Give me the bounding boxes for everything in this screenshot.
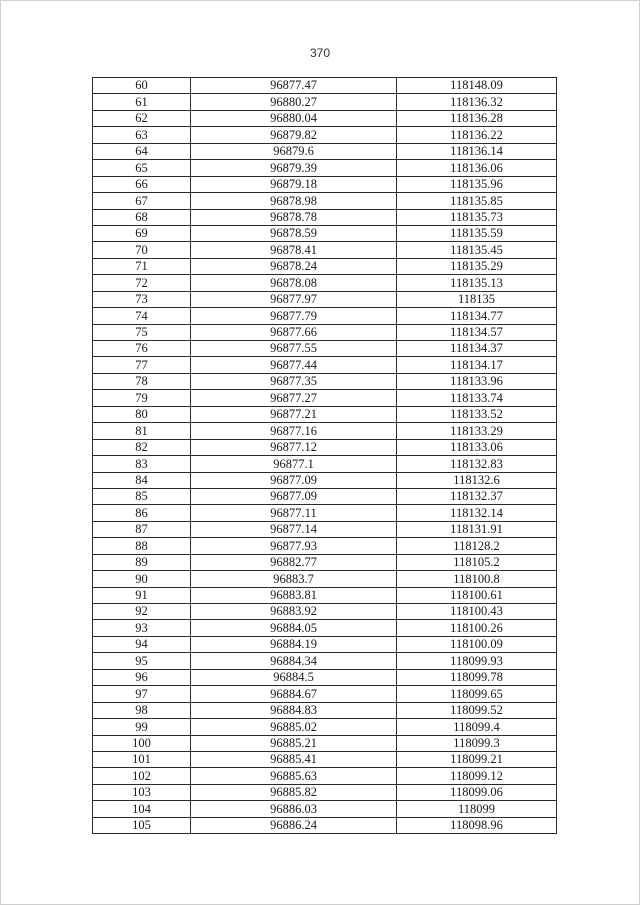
point-number-cell: 83 xyxy=(93,456,191,472)
point-number-cell: 103 xyxy=(93,784,191,800)
x-coordinate-cell: 96877.16 xyxy=(191,423,397,439)
x-coordinate-cell: 96877.35 xyxy=(191,373,397,389)
y-coordinate-cell: 118132.37 xyxy=(397,488,557,504)
point-number-cell: 62 xyxy=(93,110,191,126)
table-row xyxy=(93,702,557,718)
table-row xyxy=(93,735,557,751)
y-coordinate-cell: 118148.09 xyxy=(397,78,557,94)
y-coordinate-cell: 118100.43 xyxy=(397,604,557,620)
x-coordinate-cell: 96884.67 xyxy=(191,686,397,702)
point-number-cell: 67 xyxy=(93,193,191,209)
y-coordinate-cell: 118136.22 xyxy=(397,127,557,143)
point-number-cell: 96 xyxy=(93,669,191,685)
point-number-cell: 80 xyxy=(93,406,191,422)
x-coordinate-cell: 96879.6 xyxy=(191,143,397,159)
point-number-cell: 92 xyxy=(93,604,191,620)
table-row xyxy=(93,538,557,554)
table-row xyxy=(93,686,557,702)
x-coordinate-cell: 96886.03 xyxy=(191,801,397,817)
point-number-cell: 81 xyxy=(93,423,191,439)
y-coordinate-cell: 118131.91 xyxy=(397,521,557,537)
point-number-cell: 104 xyxy=(93,801,191,817)
y-coordinate-cell: 118128.2 xyxy=(397,538,557,554)
table-row xyxy=(93,94,557,110)
y-coordinate-cell: 118099.78 xyxy=(397,669,557,685)
y-coordinate-cell: 118132.6 xyxy=(397,472,557,488)
table-row xyxy=(93,472,557,488)
x-coordinate-cell: 96883.81 xyxy=(191,587,397,603)
point-number-cell: 98 xyxy=(93,702,191,718)
table-row xyxy=(93,110,557,126)
table-row xyxy=(93,275,557,291)
y-coordinate-cell: 118133.52 xyxy=(397,406,557,422)
table-row xyxy=(93,719,557,735)
y-coordinate-cell: 118135.73 xyxy=(397,209,557,225)
y-coordinate-cell: 118135.45 xyxy=(397,242,557,258)
y-coordinate-cell: 118133.96 xyxy=(397,373,557,389)
table-row xyxy=(93,669,557,685)
point-number-cell: 72 xyxy=(93,275,191,291)
point-number-cell: 95 xyxy=(93,653,191,669)
point-number-cell: 63 xyxy=(93,127,191,143)
y-coordinate-cell: 118100.61 xyxy=(397,587,557,603)
point-number-cell: 97 xyxy=(93,686,191,702)
table-row xyxy=(93,242,557,258)
table-row xyxy=(93,784,557,800)
x-coordinate-cell: 96879.39 xyxy=(191,160,397,176)
point-number-cell: 73 xyxy=(93,291,191,307)
y-coordinate-cell: 118099.3 xyxy=(397,735,557,751)
x-coordinate-cell: 96885.41 xyxy=(191,751,397,767)
point-number-cell: 101 xyxy=(93,751,191,767)
point-number-cell: 82 xyxy=(93,439,191,455)
table-row xyxy=(93,406,557,422)
table-row xyxy=(93,127,557,143)
point-number-cell: 86 xyxy=(93,505,191,521)
y-coordinate-cell: 118135.85 xyxy=(397,193,557,209)
x-coordinate-cell: 96877.1 xyxy=(191,456,397,472)
table-row xyxy=(93,521,557,537)
y-coordinate-cell: 118099.12 xyxy=(397,768,557,784)
table-row xyxy=(93,488,557,504)
y-coordinate-cell: 118133.29 xyxy=(397,423,557,439)
point-number-cell: 93 xyxy=(93,620,191,636)
x-coordinate-cell: 96878.98 xyxy=(191,193,397,209)
point-number-cell: 68 xyxy=(93,209,191,225)
x-coordinate-cell: 96877.11 xyxy=(191,505,397,521)
x-coordinate-cell: 96885.02 xyxy=(191,719,397,735)
y-coordinate-cell: 118099.4 xyxy=(397,719,557,735)
table-row xyxy=(93,571,557,587)
point-number-cell: 65 xyxy=(93,160,191,176)
point-number-cell: 76 xyxy=(93,341,191,357)
table-row xyxy=(93,78,557,94)
point-number-cell: 91 xyxy=(93,587,191,603)
x-coordinate-cell: 96879.82 xyxy=(191,127,397,143)
x-coordinate-cell: 96885.63 xyxy=(191,768,397,784)
table-row xyxy=(93,505,557,521)
y-coordinate-cell: 118099.06 xyxy=(397,784,557,800)
table-row xyxy=(93,423,557,439)
coordinate-table xyxy=(92,77,557,834)
y-coordinate-cell: 118099.65 xyxy=(397,686,557,702)
table-row xyxy=(93,209,557,225)
table-row xyxy=(93,143,557,159)
point-number-cell: 75 xyxy=(93,324,191,340)
table-row xyxy=(93,620,557,636)
x-coordinate-cell: 96877.09 xyxy=(191,488,397,504)
x-coordinate-cell: 96877.97 xyxy=(191,291,397,307)
table-row xyxy=(93,390,557,406)
x-coordinate-cell: 96877.21 xyxy=(191,406,397,422)
point-number-cell: 89 xyxy=(93,554,191,570)
y-coordinate-cell: 118099.93 xyxy=(397,653,557,669)
y-coordinate-cell: 118134.57 xyxy=(397,324,557,340)
x-coordinate-cell: 96877.44 xyxy=(191,357,397,373)
y-coordinate-cell: 118100.26 xyxy=(397,620,557,636)
y-coordinate-cell: 118135.96 xyxy=(397,176,557,192)
point-number-cell: 74 xyxy=(93,308,191,324)
x-coordinate-cell: 96877.12 xyxy=(191,439,397,455)
y-coordinate-cell: 118136.28 xyxy=(397,110,557,126)
y-coordinate-cell: 118098.96 xyxy=(397,817,557,833)
x-coordinate-cell: 96884.19 xyxy=(191,636,397,652)
x-coordinate-cell: 96878.24 xyxy=(191,258,397,274)
table-row xyxy=(93,373,557,389)
table-row xyxy=(93,341,557,357)
y-coordinate-cell: 118099 xyxy=(397,801,557,817)
point-number-cell: 61 xyxy=(93,94,191,110)
table-row xyxy=(93,801,557,817)
x-coordinate-cell: 96877.27 xyxy=(191,390,397,406)
x-coordinate-cell: 96880.27 xyxy=(191,94,397,110)
point-number-cell: 64 xyxy=(93,143,191,159)
x-coordinate-cell: 96878.78 xyxy=(191,209,397,225)
table-row xyxy=(93,160,557,176)
point-number-cell: 69 xyxy=(93,225,191,241)
x-coordinate-cell: 96885.82 xyxy=(191,784,397,800)
x-coordinate-cell: 96883.7 xyxy=(191,571,397,587)
x-coordinate-cell: 96884.83 xyxy=(191,702,397,718)
y-coordinate-cell: 118105.2 xyxy=(397,554,557,570)
y-coordinate-cell: 118134.37 xyxy=(397,341,557,357)
table-row xyxy=(93,456,557,472)
y-coordinate-cell: 118099.21 xyxy=(397,751,557,767)
table-row xyxy=(93,439,557,455)
y-coordinate-cell: 118135 xyxy=(397,291,557,307)
table-row xyxy=(93,308,557,324)
point-number-cell: 87 xyxy=(93,521,191,537)
point-number-cell: 77 xyxy=(93,357,191,373)
table-row xyxy=(93,636,557,652)
y-coordinate-cell: 118136.32 xyxy=(397,94,557,110)
x-coordinate-cell: 96877.93 xyxy=(191,538,397,554)
point-number-cell: 78 xyxy=(93,373,191,389)
y-coordinate-cell: 118134.77 xyxy=(397,308,557,324)
y-coordinate-cell: 118136.06 xyxy=(397,160,557,176)
y-coordinate-cell: 118133.06 xyxy=(397,439,557,455)
table-row xyxy=(93,258,557,274)
y-coordinate-cell: 118132.83 xyxy=(397,456,557,472)
y-coordinate-cell: 118100.09 xyxy=(397,636,557,652)
x-coordinate-cell: 96877.14 xyxy=(191,521,397,537)
table-row xyxy=(93,653,557,669)
table-row xyxy=(93,225,557,241)
y-coordinate-cell: 118135.59 xyxy=(397,225,557,241)
table-row xyxy=(93,554,557,570)
point-number-cell: 85 xyxy=(93,488,191,504)
table-row xyxy=(93,176,557,192)
point-number-cell: 71 xyxy=(93,258,191,274)
point-number-cell: 70 xyxy=(93,242,191,258)
point-number-cell: 90 xyxy=(93,571,191,587)
x-coordinate-cell: 96878.41 xyxy=(191,242,397,258)
x-coordinate-cell: 96877.09 xyxy=(191,472,397,488)
table-row xyxy=(93,604,557,620)
point-number-cell: 94 xyxy=(93,636,191,652)
y-coordinate-cell: 118132.14 xyxy=(397,505,557,521)
x-coordinate-cell: 96885.21 xyxy=(191,735,397,751)
x-coordinate-cell: 96884.34 xyxy=(191,653,397,669)
table-row xyxy=(93,817,557,833)
y-coordinate-cell: 118099.52 xyxy=(397,702,557,718)
y-coordinate-cell: 118135.29 xyxy=(397,258,557,274)
x-coordinate-cell: 96878.08 xyxy=(191,275,397,291)
table-row xyxy=(93,751,557,767)
x-coordinate-cell: 96884.5 xyxy=(191,669,397,685)
x-coordinate-cell: 96882.77 xyxy=(191,554,397,570)
table-row xyxy=(93,587,557,603)
point-number-cell: 88 xyxy=(93,538,191,554)
x-coordinate-cell: 96886.24 xyxy=(191,817,397,833)
table-row xyxy=(93,768,557,784)
x-coordinate-cell: 96877.55 xyxy=(191,341,397,357)
y-coordinate-cell: 118133.74 xyxy=(397,390,557,406)
x-coordinate-cell: 96884.05 xyxy=(191,620,397,636)
y-coordinate-cell: 118135.13 xyxy=(397,275,557,291)
point-number-cell: 60 xyxy=(93,78,191,94)
point-number-cell: 100 xyxy=(93,735,191,751)
x-coordinate-cell: 96878.59 xyxy=(191,225,397,241)
point-number-cell: 99 xyxy=(93,719,191,735)
table-row xyxy=(93,291,557,307)
point-number-cell: 105 xyxy=(93,817,191,833)
coordinate-table-body xyxy=(93,78,557,834)
y-coordinate-cell: 118100.8 xyxy=(397,571,557,587)
point-number-cell: 79 xyxy=(93,390,191,406)
x-coordinate-cell: 96880.04 xyxy=(191,110,397,126)
x-coordinate-cell: 96883.92 xyxy=(191,604,397,620)
point-number-cell: 66 xyxy=(93,176,191,192)
point-number-cell: 84 xyxy=(93,472,191,488)
point-number-cell: 102 xyxy=(93,768,191,784)
y-coordinate-cell: 118136.14 xyxy=(397,143,557,159)
x-coordinate-cell: 96879.18 xyxy=(191,176,397,192)
x-coordinate-cell: 96877.47 xyxy=(191,78,397,94)
table-row xyxy=(93,357,557,373)
page-number: 370 xyxy=(309,46,331,60)
x-coordinate-cell: 96877.66 xyxy=(191,324,397,340)
table-row xyxy=(93,324,557,340)
table-row xyxy=(93,193,557,209)
y-coordinate-cell: 118134.17 xyxy=(397,357,557,373)
x-coordinate-cell: 96877.79 xyxy=(191,308,397,324)
